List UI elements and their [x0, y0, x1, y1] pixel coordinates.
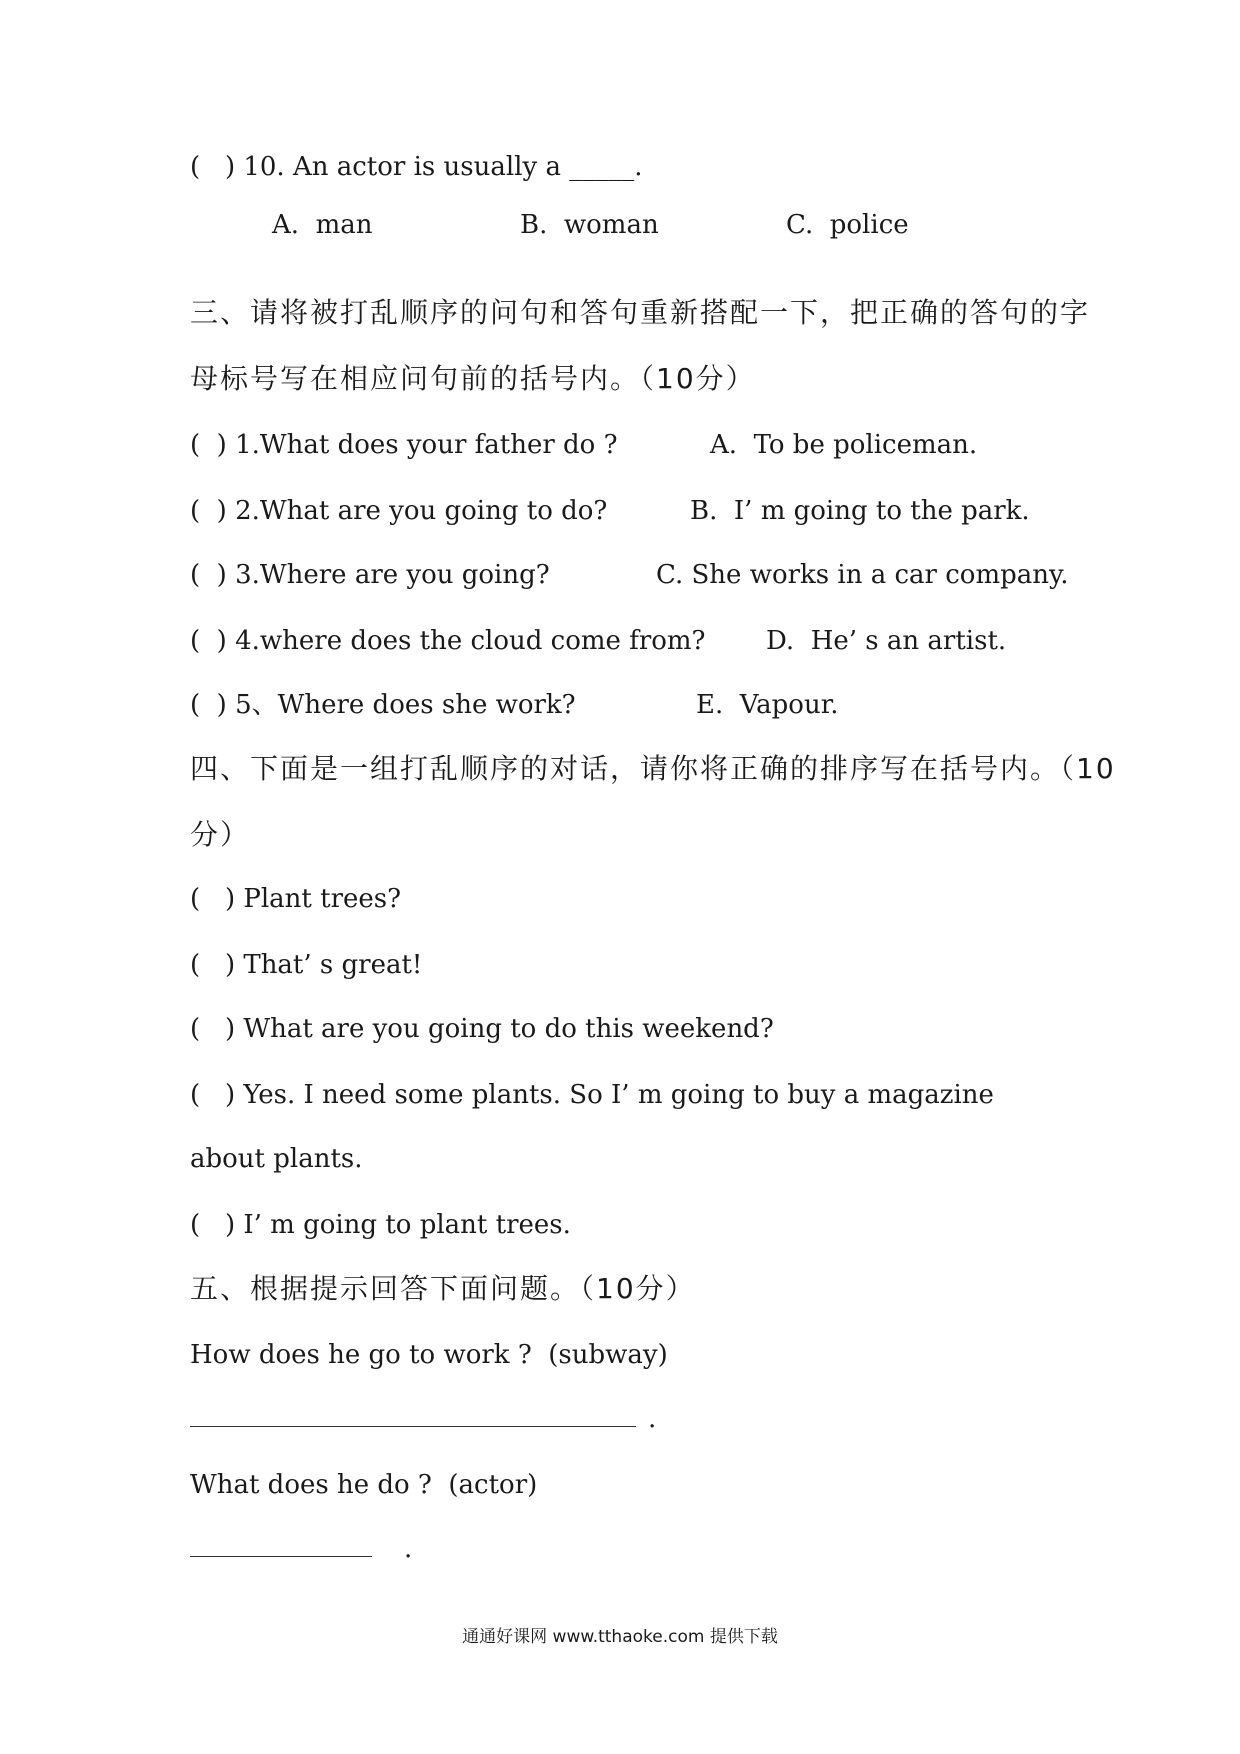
- dialogue-line-1: ( ) Plant trees?: [190, 884, 402, 914]
- dialogue-line-5: ( ) I’ m going to plant trees.: [190, 1210, 571, 1240]
- answer-blank-1-period: .: [648, 1404, 657, 1434]
- section5-question-2: What does he do ? (actor): [190, 1470, 538, 1500]
- dialogue-line-4: ( ) Yes. I need some plants. So I’ m going to buy a magazine: [190, 1080, 994, 1110]
- dialogue-line-4-cont: about plants.: [190, 1144, 363, 1174]
- section3-title-line1: 三、请将被打乱顺序的问句和答句重新搭配一下，把正确的答句的字: [190, 296, 1091, 329]
- section3-title-line2: 母标号写在相应问句前的括号内。（10分）: [190, 362, 756, 395]
- section3-question-4: ( ) 4.where does the cloud come from?: [190, 626, 706, 656]
- answer-blank-2[interactable]: [190, 1556, 372, 1557]
- section3-answer-a: A. To be policeman.: [710, 430, 978, 460]
- dialogue-line-2: ( ) That’ s great!: [190, 950, 423, 980]
- section3-answer-b: B. I’ m going to the park.: [690, 496, 1030, 526]
- section3-question-2: ( ) 2.What are you going to do?: [190, 496, 608, 526]
- section3-question-3: ( ) 3.Where are you going?: [190, 560, 550, 590]
- dialogue-line-3: ( ) What are you going to do this weekend?: [190, 1014, 774, 1044]
- q10-option-a: A. man: [272, 210, 373, 240]
- section3-answer-c: C. She works in a car company.: [656, 560, 1069, 590]
- answer-blank-1[interactable]: [190, 1426, 636, 1427]
- page-footer: 通通好课网 www.tthaoke.com 提供下载: [462, 1627, 778, 1647]
- section3-question-1: ( ) 1.What does your father do ?: [190, 430, 618, 460]
- section5-question-1: How does he go to work ? (subway): [190, 1340, 668, 1370]
- section5-title: 五、根据提示回答下面问题。（10分）: [190, 1272, 696, 1305]
- section4-title-line2: 分）: [190, 818, 251, 851]
- q10-option-b: B. woman: [520, 210, 659, 240]
- answer-blank-2-period: .: [404, 1534, 413, 1564]
- section3-answer-d: D. He’ s an artist.: [766, 626, 1007, 656]
- q10-stem: ( ) 10. An actor is usually a _____.: [190, 152, 643, 182]
- q10-option-c: C. police: [786, 210, 909, 240]
- section3-answer-e: E. Vapour.: [696, 690, 839, 720]
- section3-question-5: ( ) 5、Where does she work?: [190, 690, 576, 720]
- section4-title-line1: 四、下面是一组打乱顺序的对话，请你将正确的排序写在括号内。（10: [190, 752, 1116, 785]
